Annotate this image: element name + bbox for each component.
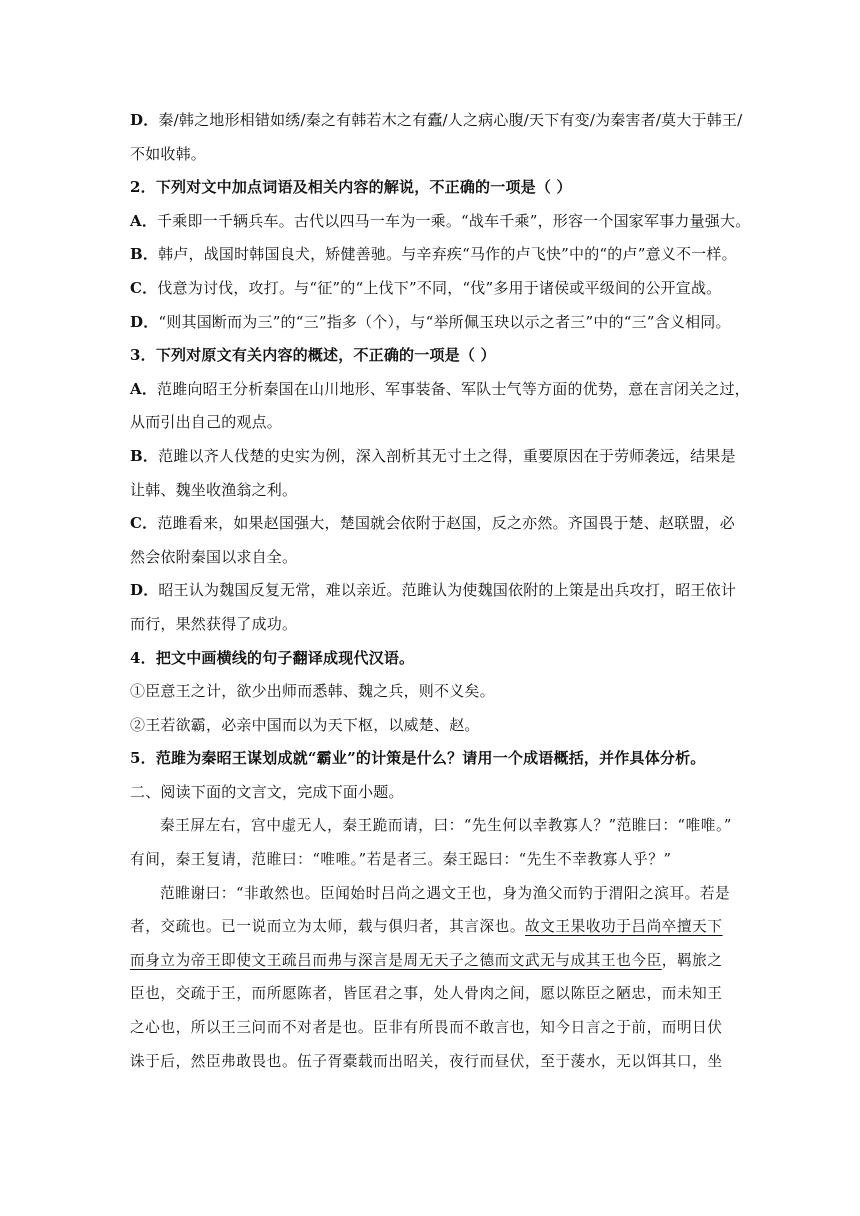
q3-option-b [130,440,736,474]
q3-option-c-cont: 然会依附秦国以求自全。 [130,547,298,566]
underlined-sentence: 故文王果收功于吕尚卒擅天下 [525,918,723,936]
passage-line [130,910,730,944]
passage-line: 秦王屏左右，宫中虚无人，秦王跪而请，曰：“先生何以幸教寡人？”范睢曰：“唯唯。” [160,817,732,835]
option-label: D． [130,111,159,129]
option-text: 秦/韩之地形相错如绣/秦之有韩若木之有蠹/人之病心腹/天下有变/为秦害者/莫大于韩王/ [158,111,743,129]
q3-option-d [130,574,737,608]
option-text: 伐意为讨伐，攻打。与“征”的“上伐下”不同，“伐”多用于诸侯或平级间的公开宣战。 [157,278,722,297]
q3-option-d-cont: 而行，果然获得了成功。 [130,614,298,633]
question-2: 2．下列对文中加点词语及相关内容的解说，不正确的一项是（ ） [130,178,572,197]
section-heading: 二、阅读下面的文言文，完成下面小题。 [130,782,404,801]
question-3: 3．下列对原文有关内容的概述，不正确的一项是（ ） [130,346,496,365]
option-label: B． [130,446,159,465]
option-text: 千乘即一千辆兵车。古代以四马一车为一乘。“战车千乘”，形容一个国家军事力量强大。 [157,211,751,230]
q2-option-d [130,306,730,340]
option-text: 昭王认为魏国反复无常，难以亲近。范雎认为使魏国依附的上策是出兵攻打，昭王依计 [158,581,737,600]
passage-line: 有间，秦王复请，范睢曰：“唯唯。”若是者三。秦王跽曰：“先生不幸教寡人乎？” [130,851,672,869]
question-5: 5．范雎为秦昭王谋划成就“霸业”的计策是什么？请用一个成语概括，并作具体分析。 [130,749,706,768]
option-label: C． [130,514,158,533]
q3-option-b-cont: 让韩、魏坐收渔翁之利。 [130,480,298,499]
q4-sentence-2: ②王若欲霸，必亲中国而以为天下枢，以威楚、赵。 [130,715,480,734]
passage-line: 之心也，所以王三问而不对者是也。臣非有所畏而不敢言也，知今日言之于前，而明日伏 [130,1019,723,1037]
passage-text: 者，交疏也。已一说而立为太师，载与俱归者，其言深也。 [130,918,526,936]
option-d-q1 [130,104,743,138]
option-label: B． [130,245,159,264]
question-4: 4．把文中画横线的句子翻译成现代汉语。 [130,648,415,667]
q2-option-b [130,238,737,272]
option-text: “则其国断而为三”的“三”指多（个），与“举所佩玉玦以示之者三”中的“三”含义相同。 [158,312,731,331]
page-body [130,104,751,1112]
option-text: 韩卢，战国时韩国良犬，矫健善驰。与辛弃疾“马作的卢飞快”中的“的卢”意义不一样。 [158,245,737,264]
q3-option-c [130,507,735,541]
q2-option-a [130,205,751,239]
classical-passage [130,809,730,1111]
passage-line [130,1078,730,1112]
q3-option-a-cont: 从而引出自己的观点。 [130,413,283,432]
option-label: D． [130,312,159,331]
underlined-sentence: 而身立为帝王即使文王疏吕而弗与深言是周无天子之德而文武无与成其王也今臣 [130,951,662,969]
passage-line: 诛于后，然臣弗敢畏也。伍子胥橐载而出昭关，夜行而昼伏，至于蔆水，无以饵其口，坐 [130,1052,723,1070]
option-label: C． [130,278,158,297]
q4-sentence-1: ①臣意王之计，欲少出师而悉韩、魏之兵，则不义矣。 [130,682,495,701]
q2-option-c [130,272,730,306]
option-text: 范雎向昭王分析秦国在山川地形、军事装备、军队士气等方面的优势，意在言闭关之过， [157,379,750,398]
passage-text: ，羁旅之 [661,951,723,969]
option-text: 范雎以齐人伐楚的史实为例，深入剖析其无寸土之得，重要原因在于劳师袭远，结果是 [158,446,736,465]
option-label: A． [130,379,158,398]
passage-line: 臣也，交疏于王，而所愿陈者，皆匡君之事，处人骨肉之间，愿以陈臣之陋忠，而未知王 [130,985,723,1003]
option-label: D． [130,581,159,600]
passage-line: 范睢谢曰：“非敢然也。臣闻始时吕尚之遇文王也，身为渔父而钓于渭阳之滨耳。若是 [160,884,731,902]
option-text: 范雎看来，如果赵国强大，楚国就会依附于赵国，反之亦然。齐国畏于楚、赵联盟，必 [157,514,735,533]
q3-option-a [130,373,750,407]
passage-line [130,944,730,978]
option-d-q1-cont: 不如收韩。 [130,144,207,163]
option-label: A． [130,211,158,230]
